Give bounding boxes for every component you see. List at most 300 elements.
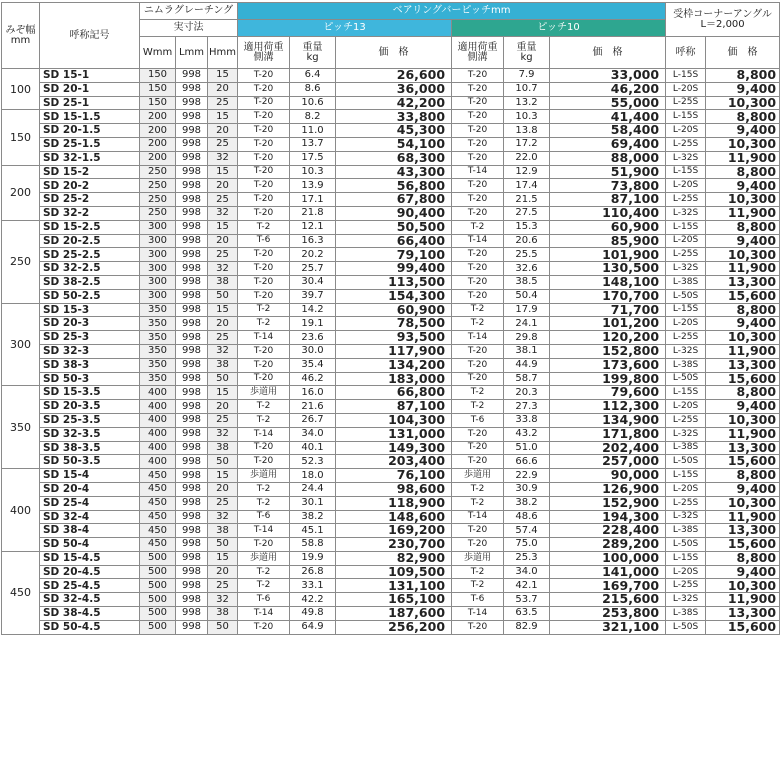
p13-price-cell: 148,600 bbox=[336, 510, 452, 524]
p10-weight-cell: 22.0 bbox=[504, 151, 550, 165]
p13-price-cell: 36,000 bbox=[336, 82, 452, 96]
w-cell: 450 bbox=[140, 469, 176, 483]
p10-load-cell: T-20 bbox=[452, 524, 504, 538]
l-cell: 998 bbox=[176, 289, 208, 303]
table-row bbox=[2, 524, 780, 538]
p10-weight-cell: 22.9 bbox=[504, 469, 550, 483]
angle-price-cell: 9,400 bbox=[706, 234, 780, 248]
h-cell: 15 bbox=[208, 69, 238, 83]
p10-load-cell: T-20 bbox=[452, 193, 504, 207]
angle-price-cell: 13,300 bbox=[706, 441, 780, 455]
l-cell: 998 bbox=[176, 179, 208, 193]
p13-weight-cell: 46.2 bbox=[290, 372, 336, 386]
p10-weight-cell: 63.5 bbox=[504, 607, 550, 621]
p10-load-cell: T-14 bbox=[452, 510, 504, 524]
h-cell: 38 bbox=[208, 607, 238, 621]
p10-price-cell: 141,000 bbox=[550, 565, 666, 579]
w-header: Wmm bbox=[140, 37, 176, 69]
angle-code-cell: L-15S bbox=[666, 551, 706, 565]
w-cell: 400 bbox=[140, 400, 176, 414]
p10-price-cell: 194,300 bbox=[550, 510, 666, 524]
code-cell: SD 15-2 bbox=[40, 165, 140, 179]
w-cell: 500 bbox=[140, 620, 176, 634]
h-cell: 32 bbox=[208, 151, 238, 165]
p10-load-cell: T-20 bbox=[452, 262, 504, 276]
code-cell: SD 25-2 bbox=[40, 193, 140, 207]
p10-load-cell: T-2 bbox=[452, 579, 504, 593]
w-cell: 450 bbox=[140, 510, 176, 524]
w-cell: 500 bbox=[140, 579, 176, 593]
p13-price-cell: 67,800 bbox=[336, 193, 452, 207]
p10-price-cell: 134,900 bbox=[550, 413, 666, 427]
p13-price-header: 価 格 bbox=[336, 37, 452, 69]
table-row bbox=[2, 82, 780, 96]
angle-price-cell: 11,900 bbox=[706, 427, 780, 441]
p13-load-cell: 歩道用 bbox=[238, 551, 290, 565]
p13-load-cell: T-20 bbox=[238, 82, 290, 96]
l-cell: 998 bbox=[176, 165, 208, 179]
table-row bbox=[2, 69, 780, 83]
h-cell: 25 bbox=[208, 137, 238, 151]
h-cell: 50 bbox=[208, 620, 238, 634]
p13-price-cell: 76,100 bbox=[336, 469, 452, 483]
table-row bbox=[2, 179, 780, 193]
angle-code-cell: L-25S bbox=[666, 331, 706, 345]
p10-weight-cell: 38.1 bbox=[504, 344, 550, 358]
h-cell: 32 bbox=[208, 344, 238, 358]
p13-price-cell: 90,400 bbox=[336, 206, 452, 220]
mizo-width-cell: 350 bbox=[2, 386, 40, 469]
w-cell: 300 bbox=[140, 275, 176, 289]
p13-load-cell: 歩道用 bbox=[238, 386, 290, 400]
code-cell: SD 15-2.5 bbox=[40, 220, 140, 234]
p10-price-cell: 173,600 bbox=[550, 358, 666, 372]
code-cell: SD 32-1.5 bbox=[40, 151, 140, 165]
angle-code-cell: L-38S bbox=[666, 524, 706, 538]
p10-price-cell: 58,400 bbox=[550, 124, 666, 138]
angle-price-cell: 10,300 bbox=[706, 496, 780, 510]
w-cell: 500 bbox=[140, 607, 176, 621]
p13-load-cell: T-20 bbox=[238, 179, 290, 193]
angle-price-cell: 9,400 bbox=[706, 317, 780, 331]
w-cell: 350 bbox=[140, 372, 176, 386]
angle-code-cell: L-15S bbox=[666, 220, 706, 234]
w-cell: 150 bbox=[140, 96, 176, 110]
w-cell: 450 bbox=[140, 538, 176, 552]
p13-weight-cell: 16.3 bbox=[290, 234, 336, 248]
p10-price-cell: 253,800 bbox=[550, 607, 666, 621]
p13-load-cell: T-2 bbox=[238, 317, 290, 331]
code-cell: SD 15-4 bbox=[40, 469, 140, 483]
angle-price-cell: 9,400 bbox=[706, 565, 780, 579]
l-cell: 998 bbox=[176, 400, 208, 414]
p10-price-cell: 101,900 bbox=[550, 248, 666, 262]
l-cell: 998 bbox=[176, 372, 208, 386]
p10-load-cell: T-20 bbox=[452, 289, 504, 303]
p13-load-cell: T-20 bbox=[238, 441, 290, 455]
p10-load-cell: 歩道用 bbox=[452, 469, 504, 483]
p10-price-cell: 152,800 bbox=[550, 344, 666, 358]
l-cell: 998 bbox=[176, 234, 208, 248]
p13-weight-cell: 35.4 bbox=[290, 358, 336, 372]
p10-weight-cell: 10.7 bbox=[504, 82, 550, 96]
p13-price-cell: 50,500 bbox=[336, 220, 452, 234]
code-cell: SD 50-3.5 bbox=[40, 455, 140, 469]
p13-weight-cell: 12.1 bbox=[290, 220, 336, 234]
p13-load-cell: T-2 bbox=[238, 220, 290, 234]
angle-price-cell: 9,400 bbox=[706, 124, 780, 138]
p13-load-cell: T-20 bbox=[238, 372, 290, 386]
p10-weight-cell: 12.9 bbox=[504, 165, 550, 179]
p13-price-cell: 54,100 bbox=[336, 137, 452, 151]
p10-price-cell: 41,400 bbox=[550, 110, 666, 124]
angle-code-cell: L-25S bbox=[666, 248, 706, 262]
angle-price-cell: 10,300 bbox=[706, 331, 780, 345]
w-cell: 150 bbox=[140, 82, 176, 96]
table-row bbox=[2, 289, 780, 303]
p10-weight-cell: 58.7 bbox=[504, 372, 550, 386]
angle-code-cell: L-38S bbox=[666, 441, 706, 455]
p13-price-cell: 45,300 bbox=[336, 124, 452, 138]
p13-weight-cell: 58.8 bbox=[290, 538, 336, 552]
p10-weight-cell: 57.4 bbox=[504, 524, 550, 538]
p13-price-cell: 104,300 bbox=[336, 413, 452, 427]
table-row bbox=[2, 565, 780, 579]
l-cell: 998 bbox=[176, 220, 208, 234]
code-cell: SD 25-4 bbox=[40, 496, 140, 510]
p10-weight-cell: 20.6 bbox=[504, 234, 550, 248]
p13-weight-cell: 19.9 bbox=[290, 551, 336, 565]
code-cell: SD 32-2 bbox=[40, 206, 140, 220]
table-row bbox=[2, 593, 780, 607]
p13-price-cell: 187,600 bbox=[336, 607, 452, 621]
w-cell: 350 bbox=[140, 303, 176, 317]
code-cell: SD 20-1.5 bbox=[40, 124, 140, 138]
w-cell: 200 bbox=[140, 137, 176, 151]
table-row bbox=[2, 275, 780, 289]
p10-weight-cell: 82.9 bbox=[504, 620, 550, 634]
p10-price-cell: 85,900 bbox=[550, 234, 666, 248]
p13-weight-cell: 20.2 bbox=[290, 248, 336, 262]
p13-price-cell: 33,800 bbox=[336, 110, 452, 124]
p13-price-cell: 118,900 bbox=[336, 496, 452, 510]
h-cell: 25 bbox=[208, 413, 238, 427]
h-cell: 50 bbox=[208, 538, 238, 552]
table-row bbox=[2, 262, 780, 276]
p13-weight-cell: 16.0 bbox=[290, 386, 336, 400]
code-cell: SD 50-3 bbox=[40, 372, 140, 386]
p13-price-cell: 154,300 bbox=[336, 289, 452, 303]
p13-load-cell: T-20 bbox=[238, 124, 290, 138]
p13-price-cell: 117,900 bbox=[336, 344, 452, 358]
p13-load-header: 適用荷重 側溝 bbox=[238, 37, 290, 69]
angle-code-cell: L-32S bbox=[666, 206, 706, 220]
p13-weight-cell: 30.1 bbox=[290, 496, 336, 510]
l-cell: 998 bbox=[176, 248, 208, 262]
w-cell: 400 bbox=[140, 441, 176, 455]
p10-weight-cell: 38.5 bbox=[504, 275, 550, 289]
p13-load-cell: T-20 bbox=[238, 193, 290, 207]
angle-code-cell: L-20S bbox=[666, 400, 706, 414]
p13-weight-cell: 26.7 bbox=[290, 413, 336, 427]
table-row bbox=[2, 607, 780, 621]
p10-price-cell: 215,600 bbox=[550, 593, 666, 607]
p10-weight-cell: 42.1 bbox=[504, 579, 550, 593]
code-cell: SD 25-3.5 bbox=[40, 413, 140, 427]
p10-load-cell: T-2 bbox=[452, 565, 504, 579]
p13-weight-cell: 45.1 bbox=[290, 524, 336, 538]
table-row bbox=[2, 413, 780, 427]
p10-weight-cell: 17.2 bbox=[504, 137, 550, 151]
p13-weight-cell: 39.7 bbox=[290, 289, 336, 303]
p13-weight-cell: 11.0 bbox=[290, 124, 336, 138]
p10-weight-cell: 48.6 bbox=[504, 510, 550, 524]
l-cell: 998 bbox=[176, 524, 208, 538]
p10-weight-cell: 17.9 bbox=[504, 303, 550, 317]
p13-price-cell: 56,800 bbox=[336, 179, 452, 193]
angle-code-cell: L-32S bbox=[666, 510, 706, 524]
p13-weight-cell: 17.5 bbox=[290, 151, 336, 165]
angle-code-cell: L-15S bbox=[666, 469, 706, 483]
p13-price-cell: 60,900 bbox=[336, 303, 452, 317]
p10-load-cell: T-6 bbox=[452, 413, 504, 427]
p10-load-cell: T-20 bbox=[452, 96, 504, 110]
p13-weight-cell: 19.1 bbox=[290, 317, 336, 331]
h-cell: 32 bbox=[208, 593, 238, 607]
angle-price-cell: 10,300 bbox=[706, 137, 780, 151]
table-row bbox=[2, 386, 780, 400]
table-row bbox=[2, 441, 780, 455]
angle-code-cell: L-32S bbox=[666, 593, 706, 607]
p10-weight-cell: 38.2 bbox=[504, 496, 550, 510]
l-cell: 998 bbox=[176, 482, 208, 496]
p10-price-cell: 321,100 bbox=[550, 620, 666, 634]
l-cell: 998 bbox=[176, 620, 208, 634]
h-cell: 38 bbox=[208, 275, 238, 289]
angle-price-cell: 9,400 bbox=[706, 482, 780, 496]
p13-load-cell: T-20 bbox=[238, 358, 290, 372]
l-cell: 998 bbox=[176, 469, 208, 483]
h-cell: 25 bbox=[208, 579, 238, 593]
code-cell: SD 20-3 bbox=[40, 317, 140, 331]
h-cell: 15 bbox=[208, 551, 238, 565]
l-cell: 998 bbox=[176, 496, 208, 510]
actual-size-header: 実寸法 bbox=[140, 20, 238, 37]
w-cell: 350 bbox=[140, 331, 176, 345]
w-cell: 400 bbox=[140, 427, 176, 441]
code-cell: SD 20-2.5 bbox=[40, 234, 140, 248]
angle-price-cell: 8,800 bbox=[706, 220, 780, 234]
p10-price-cell: 46,200 bbox=[550, 82, 666, 96]
code-cell: SD 32-3 bbox=[40, 344, 140, 358]
p13-price-cell: 230,700 bbox=[336, 538, 452, 552]
angle-price-cell: 15,600 bbox=[706, 538, 780, 552]
w-cell: 200 bbox=[140, 151, 176, 165]
table-row bbox=[2, 110, 780, 124]
p10-weight-cell: 10.3 bbox=[504, 110, 550, 124]
table-row bbox=[2, 234, 780, 248]
p13-load-cell: T-6 bbox=[238, 510, 290, 524]
p10-price-cell: 120,200 bbox=[550, 331, 666, 345]
l-cell: 998 bbox=[176, 358, 208, 372]
p13-price-cell: 149,300 bbox=[336, 441, 452, 455]
code-cell: SD 50-4 bbox=[40, 538, 140, 552]
code-cell: SD 15-1 bbox=[40, 69, 140, 83]
angle-price-cell: 11,900 bbox=[706, 151, 780, 165]
h-cell: 38 bbox=[208, 441, 238, 455]
angle-code-cell: L-25S bbox=[666, 579, 706, 593]
angle-price-cell: 8,800 bbox=[706, 165, 780, 179]
angle-price-cell: 10,300 bbox=[706, 579, 780, 593]
table-row bbox=[2, 427, 780, 441]
p13-weight-cell: 23.6 bbox=[290, 331, 336, 345]
w-cell: 500 bbox=[140, 565, 176, 579]
l-cell: 998 bbox=[176, 441, 208, 455]
table-row bbox=[2, 220, 780, 234]
p13-load-cell: T-20 bbox=[238, 69, 290, 83]
angle-price-cell: 8,800 bbox=[706, 469, 780, 483]
p13-price-cell: 183,000 bbox=[336, 372, 452, 386]
p13-load-cell: T-20 bbox=[238, 151, 290, 165]
p10-price-cell: 79,600 bbox=[550, 386, 666, 400]
l-cell: 998 bbox=[176, 124, 208, 138]
angle-price-cell: 8,800 bbox=[706, 303, 780, 317]
p10-load-cell: T-20 bbox=[452, 124, 504, 138]
angle-code-cell: L-20S bbox=[666, 565, 706, 579]
p13-load-cell: T-14 bbox=[238, 524, 290, 538]
l-cell: 998 bbox=[176, 386, 208, 400]
w-cell: 250 bbox=[140, 165, 176, 179]
code-cell: SD 15-3.5 bbox=[40, 386, 140, 400]
p13-load-cell: T-20 bbox=[238, 206, 290, 220]
code-cell: SD 25-4.5 bbox=[40, 579, 140, 593]
angle-price-cell: 11,900 bbox=[706, 206, 780, 220]
table-row bbox=[2, 551, 780, 565]
p10-load-cell: 歩道用 bbox=[452, 551, 504, 565]
p10-weight-cell: 27.5 bbox=[504, 206, 550, 220]
l-cell: 998 bbox=[176, 427, 208, 441]
grating-header: ニムラグレーチング bbox=[140, 3, 238, 20]
p13-price-cell: 203,400 bbox=[336, 455, 452, 469]
p13-price-cell: 42,200 bbox=[336, 96, 452, 110]
l-cell: 998 bbox=[176, 510, 208, 524]
w-cell: 350 bbox=[140, 317, 176, 331]
p13-price-cell: 43,300 bbox=[336, 165, 452, 179]
l-cell: 998 bbox=[176, 262, 208, 276]
p13-price-cell: 134,200 bbox=[336, 358, 452, 372]
mizo-width-cell: 150 bbox=[2, 110, 40, 165]
w-cell: 500 bbox=[140, 551, 176, 565]
p10-weight-cell: 20.3 bbox=[504, 386, 550, 400]
p10-load-cell: T-20 bbox=[452, 82, 504, 96]
pitch10-header: ピッチ10 bbox=[452, 20, 666, 37]
mizo-width-cell: 100 bbox=[2, 69, 40, 110]
angle-code-cell: L-50S bbox=[666, 538, 706, 552]
angle-price-cell: 11,900 bbox=[706, 593, 780, 607]
mizo-width-cell: 450 bbox=[2, 551, 40, 634]
w-cell: 250 bbox=[140, 179, 176, 193]
angle-price-cell: 11,900 bbox=[706, 344, 780, 358]
angle-code-cell: L-15S bbox=[666, 165, 706, 179]
angle-price-cell: 11,900 bbox=[706, 510, 780, 524]
angle-code-cell: L-25S bbox=[666, 193, 706, 207]
w-cell: 450 bbox=[140, 524, 176, 538]
p13-weight-cell: 24.4 bbox=[290, 482, 336, 496]
p10-weight-cell: 21.5 bbox=[504, 193, 550, 207]
p13-load-cell: T-20 bbox=[238, 137, 290, 151]
p13-weight-cell: 33.1 bbox=[290, 579, 336, 593]
p10-price-cell: 130,500 bbox=[550, 262, 666, 276]
table-row bbox=[2, 248, 780, 262]
p13-weight-cell: 52.3 bbox=[290, 455, 336, 469]
code-cell: SD 32-3.5 bbox=[40, 427, 140, 441]
p10-price-header: 価 格 bbox=[550, 37, 666, 69]
pitch-header: ベアリングバーピッチmm bbox=[238, 3, 666, 20]
p13-weight-cell: 40.1 bbox=[290, 441, 336, 455]
p10-load-cell: T-20 bbox=[452, 441, 504, 455]
w-cell: 450 bbox=[140, 496, 176, 510]
table-row bbox=[2, 510, 780, 524]
p10-weight-cell: 7.9 bbox=[504, 69, 550, 83]
table-row bbox=[2, 455, 780, 469]
l-cell: 998 bbox=[176, 82, 208, 96]
angle-header: 受枠コーナーアングル L＝2,000 bbox=[666, 3, 780, 37]
p10-load-cell: T-20 bbox=[452, 455, 504, 469]
code-cell: SD 20-2 bbox=[40, 179, 140, 193]
h-header: Hmm bbox=[208, 37, 238, 69]
l-cell: 998 bbox=[176, 593, 208, 607]
p13-load-cell: T-2 bbox=[238, 565, 290, 579]
table-row bbox=[2, 317, 780, 331]
w-cell: 200 bbox=[140, 124, 176, 138]
p13-load-cell: T-20 bbox=[238, 96, 290, 110]
call-code-header: 呼称記号 bbox=[40, 3, 140, 69]
angle-code-cell: L-38S bbox=[666, 358, 706, 372]
h-cell: 50 bbox=[208, 289, 238, 303]
code-cell: SD 25-1.5 bbox=[40, 137, 140, 151]
table-row bbox=[2, 496, 780, 510]
p10-price-cell: 101,200 bbox=[550, 317, 666, 331]
p13-price-cell: 66,400 bbox=[336, 234, 452, 248]
table-row bbox=[2, 400, 780, 414]
p10-price-cell: 71,700 bbox=[550, 303, 666, 317]
h-cell: 15 bbox=[208, 165, 238, 179]
p13-weight-cell: 13.7 bbox=[290, 137, 336, 151]
p13-weight-cell: 26.8 bbox=[290, 565, 336, 579]
l-cell: 998 bbox=[176, 551, 208, 565]
p10-load-cell: T-6 bbox=[452, 593, 504, 607]
p13-weight-cell: 8.6 bbox=[290, 82, 336, 96]
p10-load-cell: T-14 bbox=[452, 607, 504, 621]
p10-price-cell: 110,400 bbox=[550, 206, 666, 220]
p10-load-cell: T-2 bbox=[452, 317, 504, 331]
l-cell: 998 bbox=[176, 110, 208, 124]
table-row bbox=[2, 165, 780, 179]
p10-price-cell: 202,400 bbox=[550, 441, 666, 455]
code-cell: SD 38-4.5 bbox=[40, 607, 140, 621]
h-cell: 25 bbox=[208, 496, 238, 510]
table-row bbox=[2, 538, 780, 552]
p10-load-cell: T-2 bbox=[452, 303, 504, 317]
p10-price-cell: 33,000 bbox=[550, 69, 666, 83]
angle-price-cell: 11,900 bbox=[706, 262, 780, 276]
p13-weight-cell: 42.2 bbox=[290, 593, 336, 607]
p13-load-cell: T-2 bbox=[238, 303, 290, 317]
code-cell: SD 25-2.5 bbox=[40, 248, 140, 262]
p10-price-cell: 69,400 bbox=[550, 137, 666, 151]
h-cell: 20 bbox=[208, 565, 238, 579]
p10-load-cell: T-20 bbox=[452, 372, 504, 386]
